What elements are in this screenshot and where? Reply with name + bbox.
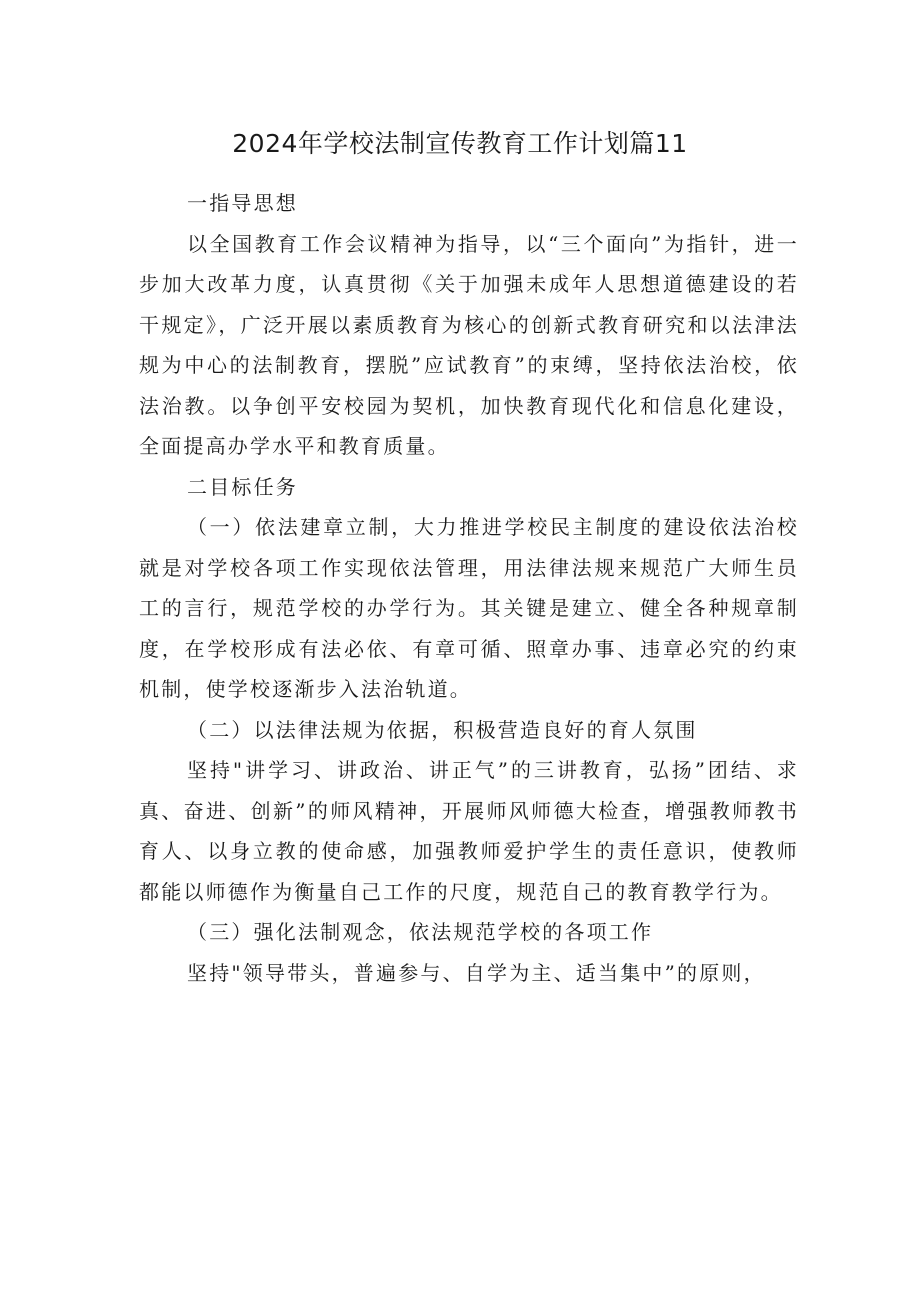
document-title: 2024年学校法制宣传教育工作计划篇11 xyxy=(232,129,688,158)
document-body xyxy=(139,183,799,993)
section-heading-goals-tasks: 二目标任务 xyxy=(187,474,298,499)
paragraph-rules-system: （一）依法建章立制，大力推进学校民主制度的建设依法治校就是对学校各项工作实现依法管理，用法律法规来规范广大师生员工的言行，规范学校的办学行为。其关键是建立、健全各种规章制度，在学校形成有法必依、有章可循、照章办事、违章必究的约束机制，使学校逐渐步入法治轨道。 xyxy=(139,515,799,701)
subheading-legal-awareness: （三）强化法制观念，依法规范学校的各项工作 xyxy=(187,920,654,944)
paragraph-principles: 坚持"领导带头，普遍参与、自学为主、适当集中”的原则， xyxy=(187,960,766,985)
section-heading-guiding-ideology: 一指导思想 xyxy=(187,191,298,215)
subheading-legal-atmosphere: （二）以法律法规为依据，积极营造良好的育人氛围 xyxy=(187,717,698,742)
paragraph-guiding-ideology: 以全国教育工作会议精神为指导，以“三个面向”为指针，进一步加大改革力度，认真贯彻《关于加强未成年人思想道德建设的若干规定》，广泛开展以素质教育为核心的创新式教育研究和以法津法规为中心的法制教育，摆脱”应试教育”的束缚，坚持依法治校，依法治教。以争创平安校园为契机，加快教育现代化和信息化建设，全面提高办学水平和教育质量。 xyxy=(139,231,799,458)
paragraph-teacher-ethics: 坚持"讲学习、讲政治、讲正气”的三讲教育，弘扬”团结、求真、奋进、创新”的师风精神，开展师风师德大检查，增强教师教书育人、以身立教的使命感，加强教师爱护学生的责任意识，使教师都能以师德作为衡量自己工作的尺度，规范自己的教育教学行为。 xyxy=(139,758,799,904)
